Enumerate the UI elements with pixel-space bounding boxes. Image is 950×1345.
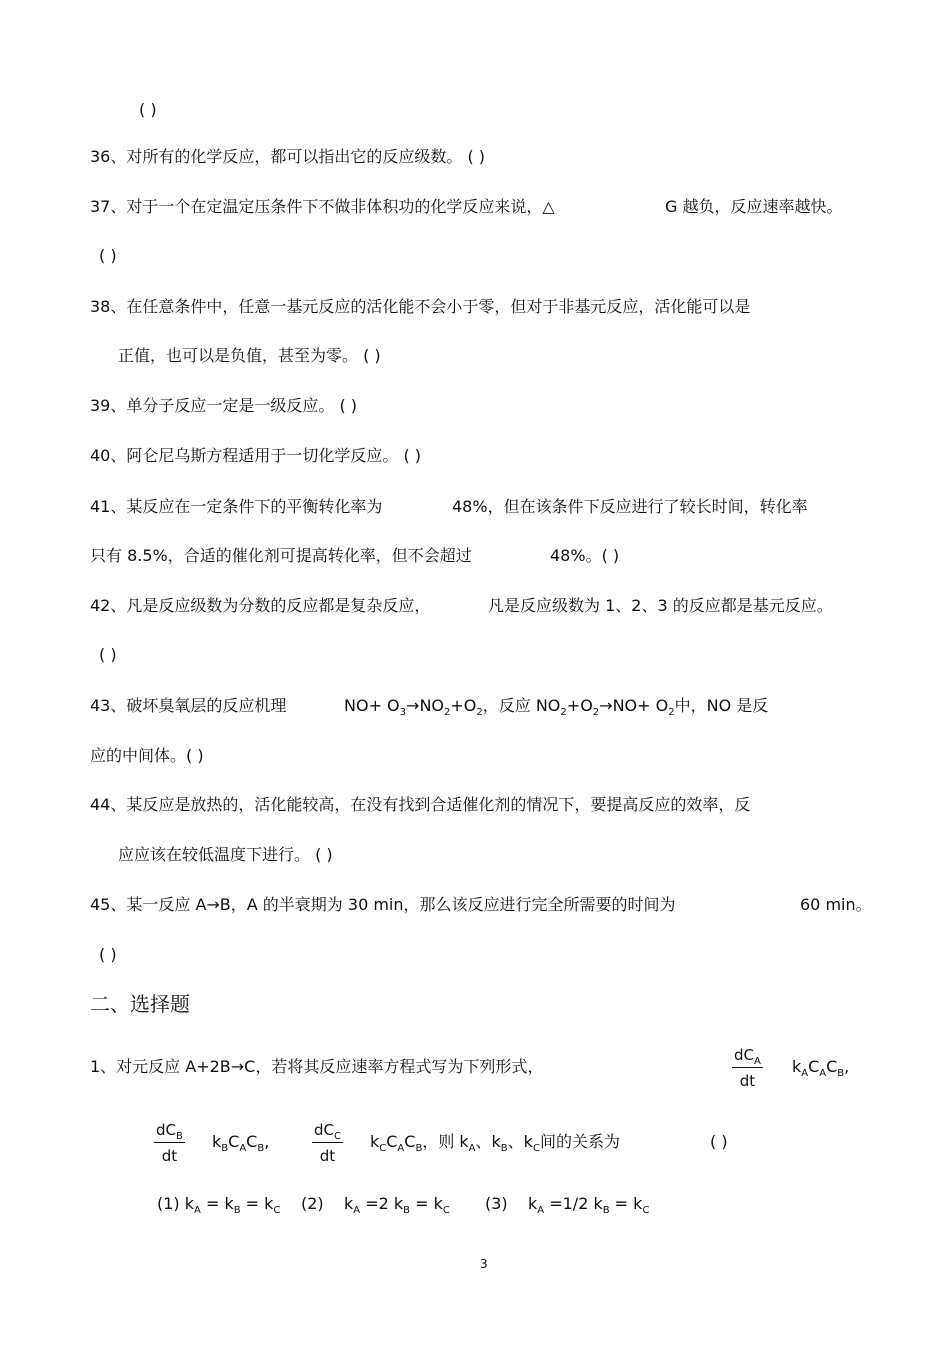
sub: A bbox=[819, 1068, 827, 1079]
q43-sub: 2 bbox=[560, 707, 567, 718]
q43-sub: 2 bbox=[476, 707, 483, 718]
q43-part: ，反应 NO bbox=[482, 696, 561, 715]
page-number: 3 bbox=[480, 1257, 488, 1271]
question-36: 36、对所有的化学反应，都可以指出它的反应级数。 ( ) bbox=[90, 147, 486, 166]
question-45-text: 45、某一反应 A→B，A 的半衰期为 30 min，那么该反应进行完全所需要的时间为 bbox=[90, 895, 676, 914]
question-44-line2: 应应该在较低温度下进行。 ( ) bbox=[118, 845, 333, 864]
question-42-text-a: 42、凡是反应级数为分数的反应都是复杂反应， bbox=[90, 596, 431, 615]
rate-expression-a: $k_AC_AC_B$, bbox=[792, 1057, 850, 1079]
mc1-option-3: (3) $k_A =1/2$ $k_B = k_C$ bbox=[485, 1194, 650, 1216]
frac-den: dt bbox=[319, 1147, 336, 1165]
rate-expression-c: $k_CC_AC_B$，则 $k_A$、$k_B$、$k_C$间的关系为 bbox=[370, 1132, 620, 1154]
option-label: (1) k bbox=[157, 1194, 195, 1213]
question-41-text-b: 48%，但在该条件下反应进行了较长时间，转化率 bbox=[452, 497, 808, 516]
question-42-answer-blank: ( ) bbox=[99, 645, 117, 664]
frac-num-sub: A bbox=[754, 1056, 761, 1067]
sub: A bbox=[801, 1068, 809, 1079]
question-41-line2b: 48%。( ) bbox=[550, 546, 620, 565]
question-38-line1: 38、在任意条件中，任意一基元反应的活化能不会小于零，但对于非基元反应，活化能可以是 bbox=[90, 297, 751, 316]
fraction-dca-dt bbox=[732, 1046, 763, 1090]
q43-part: →NO bbox=[406, 696, 444, 715]
sub: B bbox=[257, 1143, 265, 1154]
fraction-dcb-dt bbox=[154, 1121, 185, 1165]
q43-sub: 2 bbox=[668, 707, 675, 718]
fraction-dcc-dt bbox=[312, 1121, 343, 1165]
frac-num: dC bbox=[314, 1121, 334, 1139]
k-symbol: k bbox=[792, 1057, 802, 1076]
question-37-answer-blank: ( ) bbox=[99, 246, 117, 265]
sub: B bbox=[415, 1143, 423, 1154]
q43-part: +O bbox=[566, 696, 593, 715]
mc1-option-1: (1) $k_A = k_B = k_C$ bbox=[157, 1194, 281, 1216]
question-42-text-b: 凡是反应级数为 1、2、3 的反应都是基元反应。 bbox=[488, 596, 833, 615]
question-43-text-a: 43、破坏臭氧层的反应机理 bbox=[90, 696, 287, 715]
mc1-option-2: (2) $k_A =2$ $k_B = k_C$ bbox=[301, 1194, 450, 1216]
q43-part: +O bbox=[450, 696, 477, 715]
comma: , bbox=[844, 1057, 850, 1076]
relation-text: ，则 k bbox=[422, 1132, 469, 1151]
sub: A bbox=[239, 1143, 247, 1154]
question-37-text-a: 37、对于一个在定温定压条件下不做非体积功的化学反应来说，△ bbox=[90, 197, 555, 216]
question-37 bbox=[90, 197, 555, 217]
mc1-stem: 1、对元反应 A+2B→C，若将其反应速率方程式写为下列形式， bbox=[90, 1057, 544, 1076]
frac-num: dC bbox=[734, 1046, 754, 1064]
frac-num-sub: C bbox=[334, 1131, 341, 1142]
question-41-text-a: 41、某反应在一定条件下的平衡转化率为 bbox=[90, 497, 383, 516]
question-45-answer-blank: ( ) bbox=[99, 945, 117, 964]
question-44-line1: 44、某反应是放热的，活化能较高，在没有找到合适催化剂的情况下，要提高反应的效率，反 bbox=[90, 795, 751, 814]
option-label: (3) bbox=[485, 1194, 508, 1213]
q35-answer-blank: ( ) bbox=[139, 100, 157, 119]
sub: C bbox=[379, 1143, 387, 1154]
q43-sub: 3 bbox=[399, 707, 407, 718]
rate-expression-b: $k_BC_AC_B$, bbox=[212, 1132, 270, 1154]
mc1-answer-blank: ( ) bbox=[710, 1132, 728, 1151]
question-40: 40、阿仑尼乌斯方程适用于一切化学反应。 ( ) bbox=[90, 446, 422, 465]
q43-sub: 2 bbox=[444, 707, 451, 718]
question-39: 39、单分子反应一定是一级反应。 ( ) bbox=[90, 396, 358, 415]
question-38-line2: 正值，也可以是负值，甚至为零。 ( ) bbox=[118, 346, 381, 365]
q43-part: →NO+ O bbox=[599, 696, 669, 715]
frac-num: dC bbox=[156, 1121, 176, 1139]
frac-den: dt bbox=[161, 1147, 178, 1165]
question-41-line2a: 只有 8.5%，合适的催化剂可提高转化率，但不会超过 bbox=[90, 546, 472, 565]
option-label: (2) bbox=[301, 1194, 324, 1213]
frac-den: dt bbox=[739, 1072, 756, 1090]
q43-part: NO+ O bbox=[344, 696, 400, 715]
relation-tail: 间的关系为 bbox=[539, 1132, 620, 1151]
frac-num-sub: B bbox=[176, 1131, 183, 1142]
question-37-text-b: G 越负，反应速率越快。 bbox=[665, 197, 843, 216]
sub: B bbox=[837, 1068, 845, 1079]
sub: A bbox=[397, 1143, 405, 1154]
q43-sub: 2 bbox=[592, 707, 600, 718]
section-title-choice: 二、选择题 bbox=[90, 992, 190, 1016]
question-45-text-b: 60 min。 bbox=[800, 895, 872, 914]
question-43-line2: 应的中间体。( ) bbox=[90, 746, 204, 765]
question-43-mechanism bbox=[344, 696, 768, 719]
sub: B bbox=[221, 1143, 229, 1154]
q43-part: 中，NO 是反 bbox=[674, 696, 769, 715]
